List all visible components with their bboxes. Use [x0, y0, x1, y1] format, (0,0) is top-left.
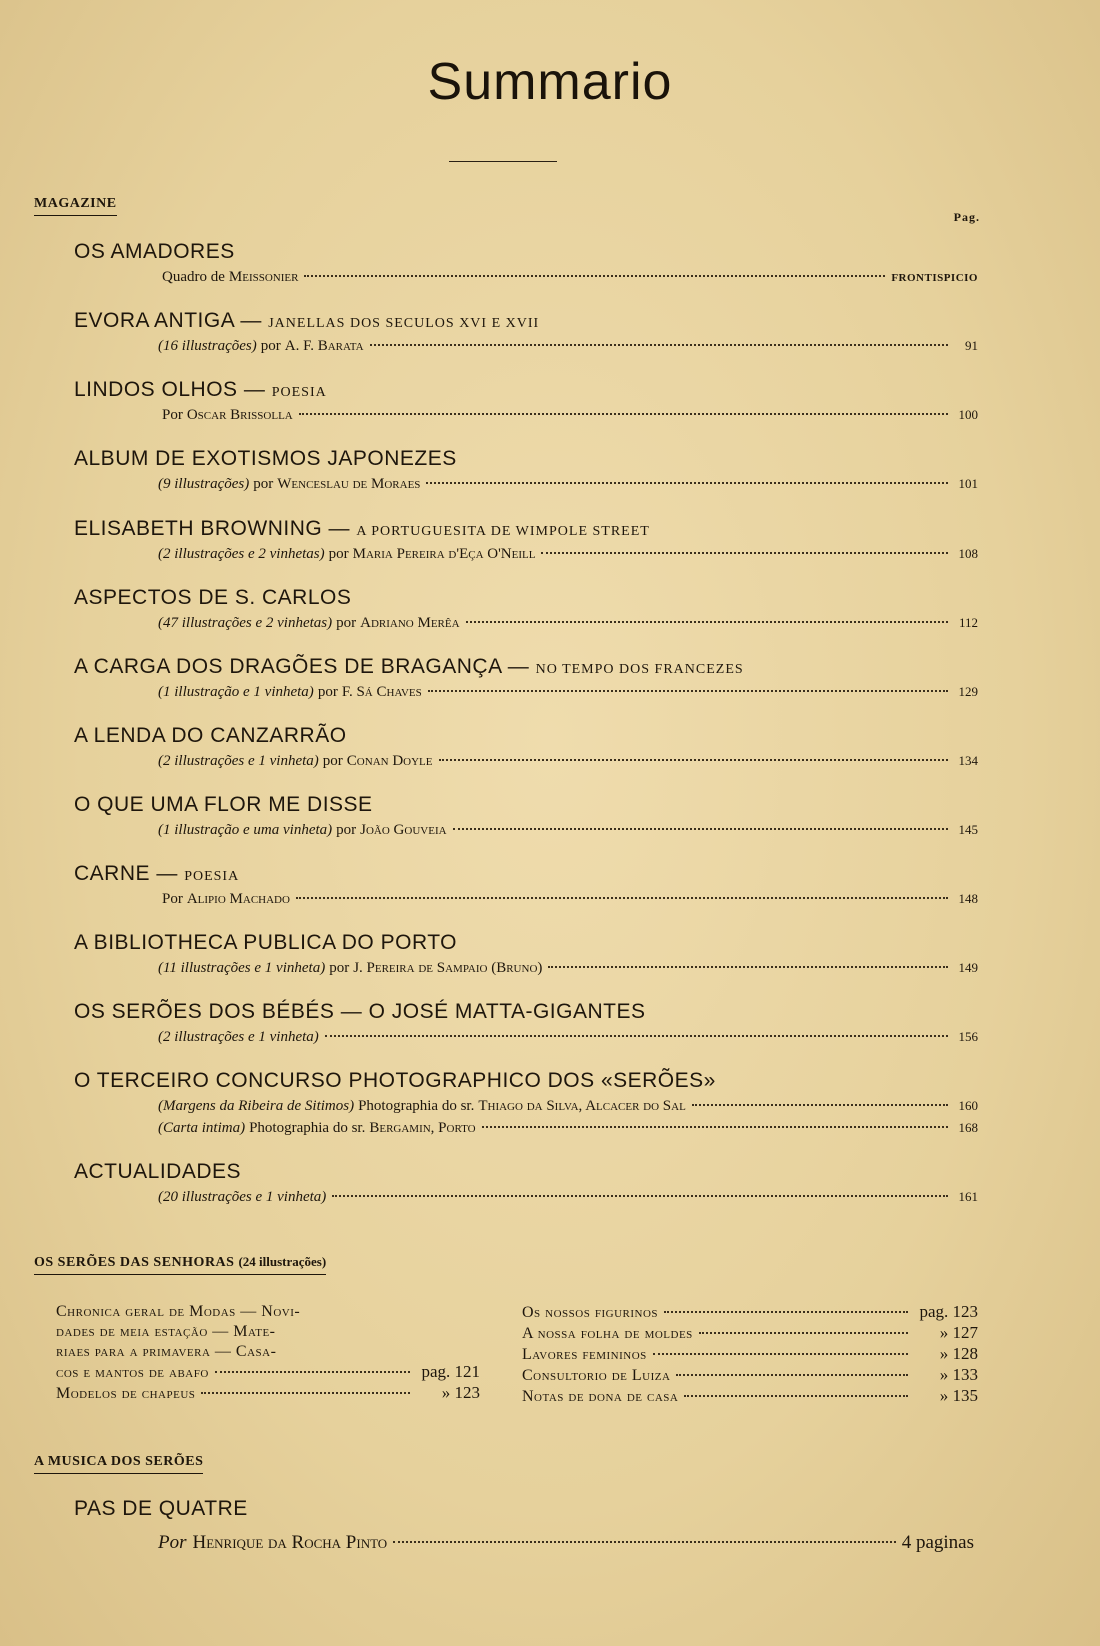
toc-entry-title-text: O QUE UMA FLOR ME DISSE: [74, 793, 373, 816]
author-name: Wenceslau de Moraes: [277, 476, 421, 492]
section-header-senhoras: [34, 1254, 326, 1275]
page-number: 145: [958, 822, 978, 837]
section-header-magazine: [34, 196, 117, 216]
toc-entry-detail: [158, 750, 978, 772]
page-number: 112: [958, 615, 978, 630]
toc-entry: [74, 791, 978, 841]
dot-leader: [676, 1374, 908, 1376]
section-header-musica: [34, 1454, 203, 1474]
page-number: 108: [958, 546, 978, 561]
credit-prefix: Photographia do sr.: [358, 1098, 475, 1114]
senhoras-item: [522, 1302, 978, 1323]
toc-entry-detail: [158, 335, 978, 357]
senhoras-item: [522, 1344, 978, 1365]
illustration-note: (Margens da Ribeira de Sitimos): [158, 1098, 355, 1114]
dot-leader: [541, 552, 948, 554]
section-underline: [34, 1473, 203, 1474]
page-number: » 123: [441, 1383, 480, 1402]
illustration-note: (16 illustrações): [158, 338, 257, 354]
music-title: PAS DE QUATRE: [74, 1497, 248, 1520]
toc-entry-title-text: LINDOS OLHOS —: [74, 378, 272, 401]
senhoras-item-label: Notas de dona de casa: [522, 1388, 679, 1405]
senhoras-item-label: Chronica geral de Modas — Novi-: [56, 1303, 301, 1320]
section-header-label: OS SERÕES DAS SENHORAS: [34, 1255, 235, 1270]
toc-entry-title: [74, 307, 978, 335]
toc-entry: [74, 1158, 978, 1208]
music-by: Por: [158, 1532, 187, 1553]
page-number: 156: [958, 1029, 978, 1044]
illustration-note: (2 illustrações e 2 vinhetas): [158, 546, 325, 562]
toc-entry-detail: [158, 404, 978, 426]
page-number: 149: [958, 960, 978, 975]
page-number: 160: [958, 1098, 978, 1113]
illustration-note: (20 illustrações e 1 vinheta): [158, 1189, 327, 1205]
music-author: Henrique da Rocha Pinto: [192, 1532, 388, 1553]
dot-leader: [428, 690, 948, 692]
toc-entry: [74, 722, 978, 772]
page-number: 168: [958, 1120, 978, 1135]
toc-entry-detail: [158, 888, 978, 910]
illustration-note: (1 illustração e uma vinheta): [158, 822, 333, 838]
page-number: » 128: [939, 1344, 978, 1363]
toc-entry-title: [74, 1158, 978, 1186]
toc-entry-title: [74, 929, 978, 957]
dot-leader: [653, 1353, 908, 1355]
senhoras-item-label: riaes para a primavera — Casa-: [56, 1343, 277, 1360]
author-name: Alipio Machado: [186, 891, 290, 907]
toc-entry-title-text: CARNE —: [74, 862, 185, 885]
author-name: Conan Doyle: [346, 753, 433, 769]
author-name: J. Pereira de Sampaio (Bruno): [353, 960, 543, 976]
toc-entry: [74, 860, 978, 910]
page-number: 129: [958, 684, 978, 699]
page-number: 91: [965, 338, 978, 353]
toc-entry-detail: [158, 1095, 978, 1117]
author-name: Adriano Merêa: [360, 615, 460, 631]
dot-leader: [453, 828, 948, 830]
page-column-label: Pag.: [953, 210, 980, 224]
toc-entry: [74, 653, 978, 703]
page-number: 100: [958, 407, 978, 422]
toc-entry-title-text: A LENDA DO CANZARRÃO: [74, 724, 347, 747]
illustration-note: (11 illustrações e 1 vinheta): [158, 960, 326, 976]
toc-entry-detail: [158, 1186, 978, 1208]
author-name: Maria Pereira d'Eça O'Neill: [352, 546, 536, 562]
toc-entry-title-text: ELISABETH BROWNING —: [74, 517, 357, 540]
senhoras-item: [56, 1302, 480, 1322]
dot-leader: [393, 1541, 896, 1543]
dot-leader: [201, 1392, 410, 1394]
page-number: pag. 123: [919, 1302, 978, 1321]
toc-entry-title-text: EVORA ANTIGA —: [74, 309, 269, 332]
senhoras-item: [56, 1342, 480, 1362]
toc-entry-title: [74, 722, 978, 750]
toc-entry-title-text: O TERCEIRO CONCURSO PHOTOGRAPHICO DOS «SERÕES»: [74, 1069, 716, 1092]
page-number: » 135: [939, 1386, 978, 1405]
toc-entry-detail: [158, 543, 978, 565]
toc-entry-title: [74, 515, 978, 543]
toc-entry-subtitle: POESIA: [184, 869, 240, 884]
illustration-note: (Carta intima): [158, 1120, 246, 1136]
toc-entry-title: [74, 238, 978, 266]
section-header-label: MAGAZINE: [34, 196, 117, 211]
senhoras-item: [522, 1323, 978, 1344]
author-name: João Gouveia: [360, 822, 447, 838]
page-number: FRONTISPICIO: [891, 272, 978, 284]
toc-entry-title-text: A BIBLIOTHECA PUBLICA DO PORTO: [74, 931, 458, 954]
section-underline: [34, 215, 117, 216]
section-header-note: (24 illustrações): [238, 1254, 327, 1269]
senhoras-item-label: Lavores femininos: [522, 1346, 647, 1363]
toc-entry-subtitle: NO TEMPO DOS FRANCEZES: [535, 662, 744, 677]
section-header-label: A MUSICA DOS SERÕES: [34, 1454, 204, 1469]
senhoras-item: [56, 1322, 480, 1342]
toc-entry-subtitle: POESIA: [271, 385, 327, 400]
toc-entry-title-text: A CARGA DOS DRAGÕES DE BRAGANÇA —: [74, 655, 536, 678]
dot-leader: [304, 275, 885, 277]
senhoras-left-column: [56, 1302, 480, 1404]
toc-entry-detail: [158, 612, 978, 634]
credit-prefix: por: [336, 615, 357, 631]
dot-leader: [370, 344, 948, 346]
senhoras-item: [56, 1362, 480, 1383]
toc-entry-title-text: OS AMADORES: [74, 240, 235, 263]
dot-leader: [299, 413, 948, 415]
senhoras-item: [522, 1365, 978, 1386]
page-title: Summario: [427, 53, 673, 111]
credit-prefix: Por: [162, 407, 183, 423]
credit-prefix: Por: [162, 891, 183, 907]
toc-entry-title: [74, 791, 978, 819]
dot-leader: [325, 1035, 948, 1037]
toc-entry: [74, 1067, 978, 1139]
dot-leader: [684, 1395, 908, 1397]
credit-prefix: por: [328, 546, 349, 562]
toc-entry-title: [74, 998, 978, 1026]
author-name: F. Sá Chaves: [341, 684, 422, 700]
toc-entry: [74, 584, 978, 634]
toc-entry-title-text: ACTUALIDADES: [74, 1160, 242, 1183]
toc-entry-title: [74, 445, 978, 473]
toc-entry: [74, 376, 978, 426]
senhoras-item-label: dades de meia estação — Mate-: [56, 1323, 276, 1340]
toc-entry-title: [74, 1067, 978, 1095]
senhoras-item-label: Modelos de chapeus: [56, 1385, 196, 1402]
dot-leader: [426, 482, 948, 484]
toc-entry-detail: [158, 819, 978, 841]
dot-leader: [215, 1371, 410, 1373]
title-divider: [449, 161, 557, 162]
illustration-note: (9 illustrações): [158, 476, 250, 492]
toc-entry-detail: [158, 681, 978, 703]
senhoras-item-label: A nossa folha de moldes: [522, 1325, 693, 1342]
page-number: » 127: [939, 1323, 978, 1342]
author-name: Meissonier: [228, 269, 299, 285]
credit-prefix: por: [253, 476, 274, 492]
senhoras-item-label: cos e mantos de abafo: [56, 1364, 209, 1381]
toc-entry: [74, 445, 978, 495]
illustration-note: (2 illustrações e 1 vinheta): [158, 753, 319, 769]
author-name: Bergamin, Porto: [369, 1120, 476, 1136]
toc-entry-title: [74, 584, 978, 612]
illustration-note: (2 illustrações e 1 vinheta): [158, 1029, 319, 1045]
toc-entry-detail: [158, 1026, 978, 1048]
page-number: 134: [958, 753, 978, 768]
toc-entry-detail: [158, 473, 978, 495]
credit-prefix: por: [329, 960, 350, 976]
music-pages: 4 paginas: [901, 1532, 974, 1553]
toc-entry: [74, 929, 978, 979]
toc-entry-title: [74, 376, 978, 404]
toc-entry-subtitle: A PORTUGUESITA DE WIMPOLE STREET: [356, 524, 650, 539]
toc-entry-detail: [158, 266, 978, 288]
author-name: A. F. Barata: [284, 338, 364, 354]
senhoras-item: [56, 1383, 480, 1404]
dot-leader: [664, 1311, 908, 1313]
toc-entry-title: [74, 860, 978, 888]
dot-leader: [692, 1104, 948, 1106]
toc-entry-title-text: OS SERÕES DOS BÉBÉS — O JOSÉ MATTA-GIGANTES: [74, 1000, 646, 1023]
credit-prefix: Quadro de: [162, 269, 225, 285]
page-number: 148: [958, 891, 978, 906]
toc-entry-title-text: ASPECTOS DE S. CARLOS: [74, 586, 352, 609]
author-name: Thiago da Silva, Alcacer do Sal: [478, 1098, 686, 1114]
dot-leader: [332, 1195, 948, 1197]
senhoras-item-label: Consultorio de Luiza: [522, 1367, 671, 1384]
credit-prefix: por: [336, 822, 357, 838]
dot-leader: [482, 1126, 948, 1128]
section-underline: [34, 1274, 326, 1275]
toc-entry-detail: [158, 1117, 978, 1139]
music-credit-line: [158, 1532, 974, 1554]
toc-entry-detail: [158, 957, 978, 979]
toc-entry: [74, 307, 978, 357]
dot-leader: [699, 1332, 908, 1334]
page-number: » 133: [939, 1365, 978, 1384]
senhoras-item: [522, 1386, 978, 1407]
toc-entry-title: [74, 653, 978, 681]
credit-prefix: Photographia do sr.: [249, 1120, 366, 1136]
author-name: Oscar Brissolla: [186, 407, 293, 423]
credit-prefix: por: [317, 684, 338, 700]
toc-entry-subtitle: JANELLAS DOS SECULOS XVI E XVII: [268, 316, 540, 331]
dot-leader: [548, 966, 948, 968]
dot-leader: [296, 897, 948, 899]
dot-leader: [439, 759, 949, 761]
credit-prefix: por: [322, 753, 343, 769]
credit-prefix: por: [260, 338, 281, 354]
illustration-note: (47 illustrações e 2 vinhetas): [158, 615, 333, 631]
illustration-note: (1 illustração e 1 vinheta): [158, 684, 314, 700]
page-number: pag. 121: [421, 1362, 480, 1381]
toc-entry-title-text: ALBUM DE EXOTISMOS JAPONEZES: [74, 447, 457, 470]
senhoras-right-column: [522, 1302, 978, 1407]
toc-entry: [74, 998, 978, 1048]
toc-entry: [74, 515, 978, 565]
page-number: 101: [958, 476, 978, 491]
senhoras-item-label: Os nossos figurinos: [522, 1304, 659, 1321]
dot-leader: [466, 621, 948, 623]
toc-entry: [74, 238, 978, 288]
page-number: 161: [958, 1189, 978, 1204]
